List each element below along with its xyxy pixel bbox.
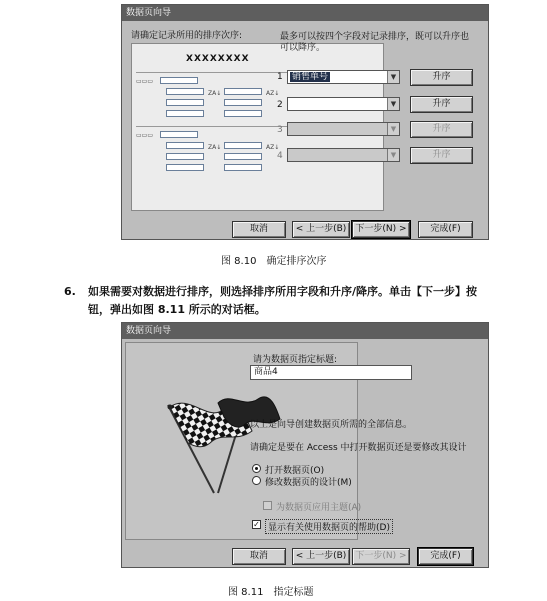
modify-design-label: 修改数据页的设计(M) [265, 478, 352, 488]
preview-box [224, 153, 262, 160]
open-page-label: 打开数据页(O) [265, 466, 325, 476]
sort-row-number: 3 [277, 125, 283, 135]
preview-group1-label: ▭▭▭ [136, 78, 154, 85]
preview-box [224, 164, 262, 171]
finish-button[interactable]: 完成(F) [418, 221, 473, 238]
sort-row-number: 1 [277, 72, 283, 82]
sort-row-number: 2 [277, 100, 283, 110]
sort-za-icon: ZA↓ [208, 144, 222, 151]
title-prompt: 请为数据页指定标题: [253, 355, 338, 365]
sort-field-1-value: 销售单号 [292, 72, 329, 82]
back-button[interactable]: < 上一步(B) [292, 221, 350, 238]
chevron-down-icon[interactable]: ▼ [387, 149, 399, 161]
next-button[interactable]: 下一步(N) > [352, 221, 410, 238]
sort-za-icon: ZA↓ [208, 90, 222, 97]
wizard-info-text: 以上是向导创建数据页所需的全部信息。 [250, 420, 413, 430]
finish-button[interactable]: 完成(F) [418, 548, 473, 565]
preview-box [166, 153, 204, 160]
open-or-modify-question: 请确定是要在 Access 中打开数据页还是要修改其设计 [250, 443, 467, 453]
step-text-line1: 如果需要对数据进行排序，则选择排序所用字段和升序/降序。单击【下一步】按 [88, 285, 478, 298]
sort-order-3-button[interactable]: 升序 [410, 121, 473, 138]
open-page-radio[interactable] [252, 464, 261, 473]
sort-az-icon: AZ↓ [266, 144, 280, 151]
sort-order-2-button[interactable]: 升序 [410, 96, 473, 113]
sort-info-line1: 最多可以按四个字段对记录排序，既可以升序也 [280, 32, 470, 42]
sort-field-4-select[interactable] [287, 148, 400, 162]
cancel-button[interactable]: 取消 [232, 221, 286, 238]
sort-info-line2: 可以降序。 [280, 43, 326, 53]
preview-box [224, 142, 262, 149]
dialog-title: 数据页向导 [122, 323, 488, 339]
figure-caption-8-10: 图 8.10 确定排序次序 [221, 256, 327, 267]
preview-box [160, 77, 198, 84]
sort-field-2-select[interactable] [287, 97, 400, 111]
chevron-down-icon[interactable]: ▼ [387, 123, 399, 135]
show-help-checkbox[interactable]: ✓ [253, 520, 260, 529]
page-title-input[interactable]: 商品4 [250, 365, 412, 380]
dialog-title: 数据页向导 [122, 5, 488, 21]
apply-theme-label: 为数据页应用主题(A) [276, 503, 362, 513]
step-text-line2: 钮，弹出如图 8.11 所示的对话框。 [88, 303, 266, 316]
sort-order-dialog [121, 4, 489, 240]
cancel-button[interactable]: 取消 [232, 548, 286, 565]
chevron-down-icon[interactable]: ▼ [387, 71, 399, 83]
sort-field-3-select[interactable] [287, 122, 400, 136]
modify-design-radio[interactable] [252, 476, 261, 485]
sort-order-4-button[interactable]: 升序 [410, 147, 473, 164]
sort-prompt: 请确定记录所用的排序次序: [131, 31, 243, 41]
sort-row-number: 4 [277, 151, 283, 161]
sort-order-1-button[interactable]: 升序 [410, 69, 473, 86]
sort-az-icon: AZ↓ [266, 90, 280, 97]
next-button[interactable]: 下一步(N) > [352, 548, 410, 565]
sort-field-1-select[interactable] [287, 70, 400, 84]
preview-box [166, 88, 204, 95]
preview-title: XXXXXXXX [186, 54, 250, 64]
back-button[interactable]: < 上一步(B) [292, 548, 350, 565]
preview-box [224, 99, 262, 106]
preview-box [166, 110, 204, 117]
preview-box [224, 88, 262, 95]
chevron-down-icon[interactable]: ▼ [387, 98, 399, 110]
title-dialog [121, 322, 489, 568]
preview-box [166, 99, 204, 106]
preview-box [166, 164, 204, 171]
step-number: 6. [64, 285, 76, 298]
preview-box [160, 131, 198, 138]
preview-box [166, 142, 204, 149]
preview-box [224, 110, 262, 117]
apply-theme-checkbox[interactable] [263, 501, 272, 510]
preview-group2-label: ▭▭▭ [136, 132, 154, 139]
show-help-label: 显示有关使用数据页的帮助(D) [265, 519, 393, 534]
figure-caption-8-11: 图 8.11 指定标题 [228, 587, 314, 598]
